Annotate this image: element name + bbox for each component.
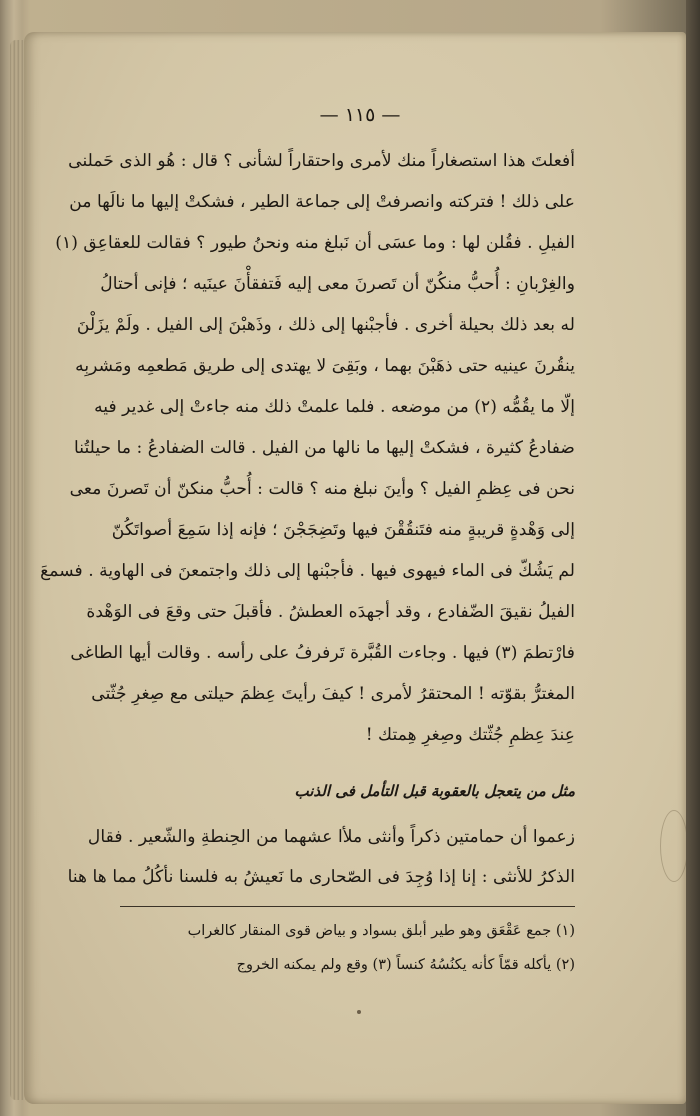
body-line: فارْتطمَ (٣) فيها . وجاءت القُبَّرة تَرفرفُ على رأسه . وقالت أيها الطاغى xyxy=(70,643,575,663)
body-line-last: عِندَ عِظمِ جُثّتك وصِغرِ هِمتك ! xyxy=(365,725,575,745)
footnote: (١) جمع عَقْعَق وهو طير أبلق بسواد و بياض قوى المنقار كالغراب xyxy=(187,923,575,939)
body-line: ضفادعُ كثيرة ، فشكتْ إليها ما نالها من الفيل . قالت الضفادعُ : ما حيلتُنا xyxy=(74,438,575,458)
body-line: ينقُرنَ عينيه حتى ذهَبْنَ بهما ، وبَقِىَ لا يهتدى إلى طريق مَطعمِه ومَشربِه xyxy=(75,356,575,376)
body-line: إلّا ما يقُمُّه (٢) من موضعه . فلما علمتْ ذلك منه جاءتْ إلى غدير فيه xyxy=(94,397,575,417)
page-number: — ١١٥ — xyxy=(319,104,401,126)
body-line: المغترُّ بقوّته ! المحتقرُ لأمرى ! كيفَ رأيتَ عِظمَ حيلتى مع صِغرِ جُثّتى xyxy=(91,684,575,704)
body-line: لم يَشُكّ فى الماء فيهوى فيها . فأجبْنها إلى ذلك واجتمعنَ فى الهاوية . فسمعَ xyxy=(40,561,575,581)
paper-speck xyxy=(357,1010,361,1014)
section-line: زعموا أن حمامتين ذكراً وأنثى ملأا عشهما من الحِنطةِ والشّعير . فقال xyxy=(87,827,575,847)
body-line: إلى وَهْدةٍ قريبةٍ منه فتَنقُقْنَ فيها وتَضِجَجْنَ ؛ فإنه إذا سَمِعَ أصواتَكُنّ xyxy=(111,520,575,540)
body-line: على ذلك ! فتركته وانصرفتْ إلى جماعة الطير ، فشكتْ إليها ما نالَها من xyxy=(69,192,575,212)
footnote: (٢) يأكله قمّاً كأنه يكنُسُهُ كنساً (٣) وقع ولم يمكنه الخروج xyxy=(236,957,575,973)
margin-stain xyxy=(660,810,688,882)
body-line: الفيلُ نقيقَ الضّفادع ، وقد أجهدَه العطشُ . فأقبلَ حتى وقعَ فى الوَهْدة xyxy=(86,602,575,622)
scan-border xyxy=(686,0,700,1116)
footnote-divider xyxy=(120,906,575,907)
body-line: والغِرْبانِ : أُحبُّ منكُنّ أن تَصرنَ معى إليه فَتفقأْنَ عينَيه ؛ فإنى أحتالُ xyxy=(100,274,575,294)
body-line: أفعلتَ هذا استصغاراً منك لأمرى واحتقاراً لشأنى ؟ قال : هُو الذى حَملنى xyxy=(68,151,575,171)
body-line: له بعد ذلك بحيلة أخرى . فأجبْنها إلى ذلك ، وذَهبْنَ إلى الفيل . ولَمْ يزَلْنَ xyxy=(76,315,575,335)
body-line: نحن فى عِظمِ الفيل ؟ وأينَ نبلغ منه ؟ قالت : أُحبُّ منكنّ أن تَصرنَ معى xyxy=(69,479,575,499)
section-line: الذكرُ للأنثى : إنا إذا وُجِدَ فى الصّحارى ما نَعيشُ به فلسنا نأكُلُ مما ها هنا xyxy=(67,867,575,887)
section-heading: مثل من يتعجل بالعقوبة قبل التأمل فى الذنب xyxy=(294,782,575,800)
body-line: الفيلِ . فقُلن لها : وما عسَى أن نَبلغ منه ونحنُ طيور ؟ فقالت للعقاعِق (١) xyxy=(55,233,575,253)
